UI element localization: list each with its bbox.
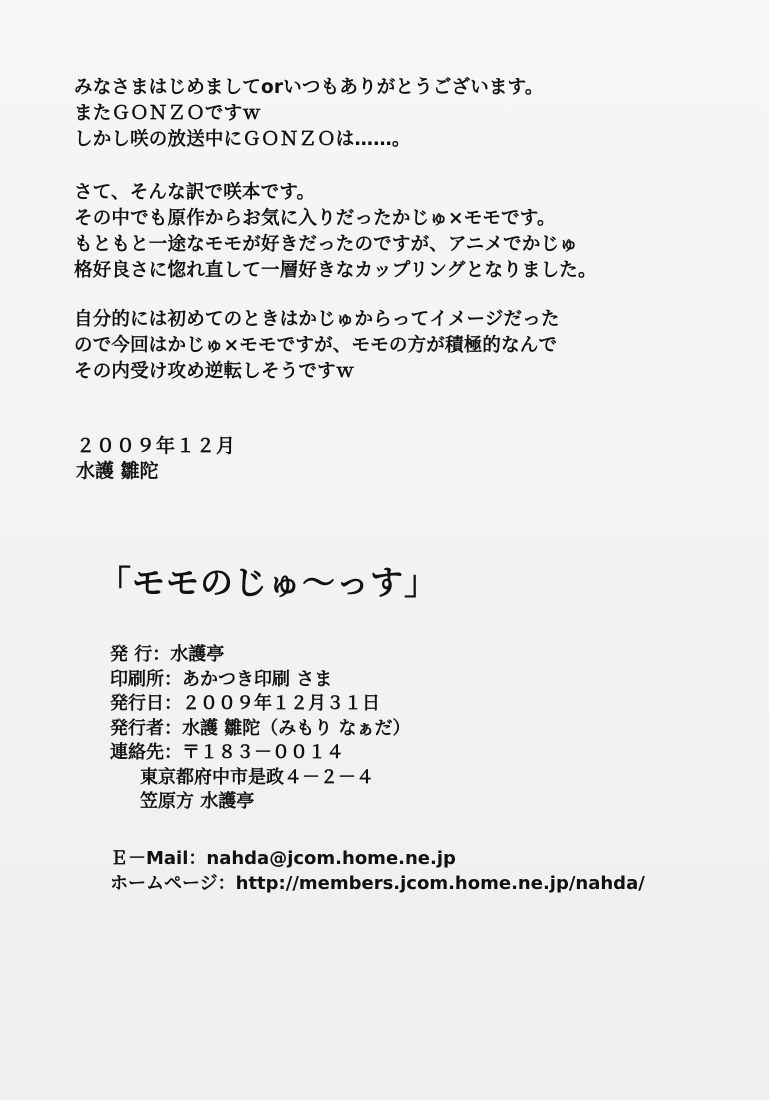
text-line: もともと一途なモモが好きだったのですが、アニメでかじゅ	[74, 234, 578, 255]
homepage-url[interactable]: ホームページ：http://members.jcom.home.ne.jp/nahda/	[110, 873, 645, 894]
text-line: 自分的には初めてのときはかじゅからってイメージだった	[74, 309, 560, 330]
afterword-date: ２００９年１２月	[76, 435, 237, 457]
colophon-publisher: 発 行：水護亭	[110, 644, 225, 665]
colophon-address-2: 笠原方 水護亭	[140, 791, 255, 812]
afterword-paragraph-1	[74, 75, 714, 153]
text-line: さて、そんな訳で咲本です。	[74, 182, 316, 203]
colophon-address-1: 東京都府中市是政４－２－４	[140, 766, 374, 788]
text-line: みなさまはじめましてorいつもありがとうございます。	[74, 77, 544, 98]
colophon	[110, 643, 411, 815]
colophon-printer: 印刷所：あかつき印刷 さま	[110, 668, 333, 690]
colophon-issuer: 発行者：水護 雛陀（みもり なぁだ）	[110, 717, 411, 739]
text-line: またＧＯＮＺＯですｗ	[74, 103, 262, 124]
colophon-issue-date: 発行日：２００９年１２月３１日	[110, 693, 380, 714]
afterword-paragraph-2	[74, 180, 714, 284]
text-line: ので今回はかじゅ×モモですが、モモの方が積極的なんで	[74, 335, 558, 356]
text-line: しかし咲の放送中にＧＯＮＺＯは……。	[74, 129, 411, 150]
book-title: 「モモのじゅ～っす」	[98, 563, 438, 602]
contact-info	[110, 846, 645, 896]
text-line: その内受け攻め逆転しそうですｗ	[74, 361, 355, 382]
afterword-paragraph-3	[74, 307, 714, 385]
email-address[interactable]: Ｅ－Mail：nahda@jcom.home.ne.jp	[110, 848, 456, 869]
text-line: その中でも原作からお気に入りだったかじゅ×モモです。	[74, 208, 556, 229]
text-line: 格好良さに惚れ直して一層好きなカップリングとなりました。	[74, 260, 597, 281]
colophon-contact: 連絡先：〒１８３－００１４	[110, 742, 344, 763]
afterword-author: 水護 雛陀	[76, 460, 159, 482]
